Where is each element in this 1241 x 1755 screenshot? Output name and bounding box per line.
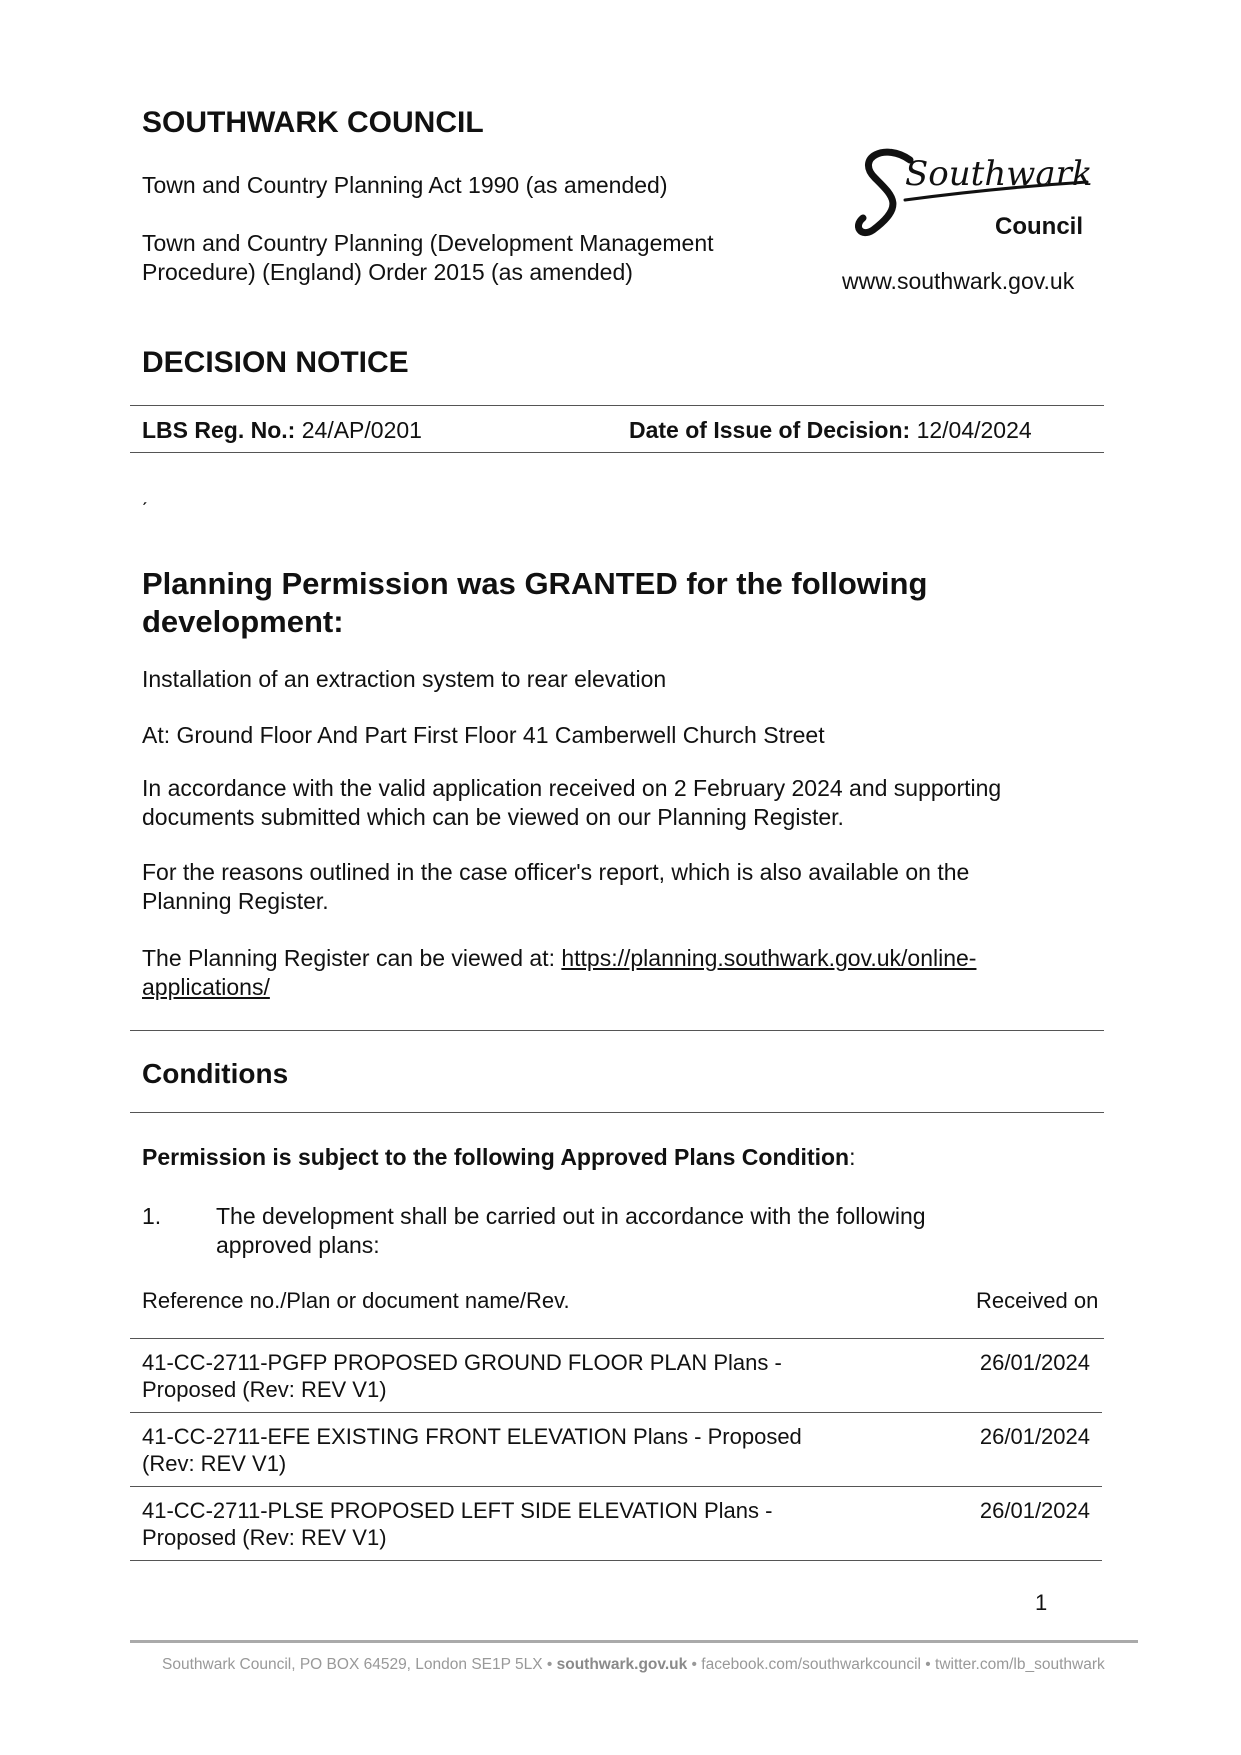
col-received-header: Received on [976, 1288, 1099, 1313]
plan-reference [130, 1339, 932, 1413]
plan-reference [130, 1413, 932, 1487]
council-name: SOUTHWARK COUNCIL [142, 106, 484, 139]
reg-label: LBS Reg. No.: [142, 417, 296, 443]
register-link[interactable]: https://planning.southwark.gov.uk/online- [561, 945, 977, 971]
register-link-continued[interactable]: applications/ [142, 974, 270, 1000]
footer-twitter[interactable]: twitter.com/lb_southwark [935, 1656, 1105, 1673]
footer-facebook[interactable]: facebook.com/southwarkcouncil [701, 1656, 921, 1673]
plan-reference-line2: Proposed (Rev: REV V1) [142, 1377, 387, 1402]
grant-heading-line1: Planning Permission was GRANTED for the following [142, 566, 928, 601]
col-reference-header: Reference no./Plan or document name/Rev. [142, 1288, 570, 1313]
procedure-order-line2: Procedure) (England) Order 2015 (as amended) [142, 259, 633, 285]
grant-heading-line2: development: [142, 604, 344, 639]
accordance-paragraph [142, 774, 1001, 832]
divider [130, 452, 1104, 453]
plan-reference-line1: 41-CC-2711-PLSE PROPOSED LEFT SIDE ELEVATION Plans - [142, 1498, 773, 1523]
plan-row [130, 1339, 1102, 1413]
register-paragraph [142, 944, 976, 1002]
accordance-line1: In accordance with the valid application received on 2 February 2024 and supporting [142, 775, 1002, 801]
date-value: 12/04/2024 [916, 417, 1032, 443]
footer-site[interactable]: southwark.gov.uk [556, 1656, 688, 1673]
footer-contact [162, 1656, 1105, 1674]
plan-received-date: 26/01/2024 [979, 1498, 1090, 1523]
plans-table-body [130, 1339, 1102, 1561]
conditions-heading: Conditions [142, 1058, 289, 1089]
logo-swash [858, 152, 910, 232]
condition-number: 1. [142, 1203, 162, 1229]
divider [130, 1338, 1104, 1339]
site-address: At: Ground Floor And Part First Floor 41 Camberwell Church Street [142, 722, 825, 748]
condition-text-line1: The development shall be carried out in accordance with the following [216, 1203, 926, 1229]
date-label: Date of Issue of Decision: [629, 417, 911, 443]
plan-reference-line1: 41-CC-2711-EFE EXISTING FRONT ELEVATION Plans - Proposed [142, 1424, 802, 1449]
development-description: Installation of an extraction system to rear elevation [142, 666, 667, 692]
accordance-line2: documents submitted which can be viewed on our Planning Register. [142, 804, 844, 830]
plan-reference-line1: 41-CC-2711-PGFP PROPOSED GROUND FLOOR PLAN Plans - [142, 1350, 782, 1375]
divider [130, 1112, 1104, 1113]
plan-received-date: 26/01/2024 [979, 1424, 1090, 1449]
logo-council: Council [995, 213, 1083, 240]
issue-date [629, 416, 1032, 445]
register-text: The Planning Register can be viewed at: [142, 945, 562, 971]
plan-received-date: 26/01/2024 [979, 1350, 1090, 1375]
conditions-subheading-text: Permission is subject to the following Approved Plans Condition [142, 1144, 850, 1170]
reasons-line2: Planning Register. [142, 888, 329, 914]
notice-title: DECISION NOTICE [142, 346, 409, 379]
reg-number [142, 416, 422, 445]
reasons-paragraph [142, 858, 969, 916]
footer-address: Southwark Council, PO BOX 64529, London SE1P 5LX [162, 1656, 543, 1673]
divider [130, 1030, 1104, 1031]
footer-rule [130, 1640, 1138, 1643]
reasons-line1: For the reasons outlined in the case officer's report, which is also available on the [142, 859, 970, 885]
stray-mark: ˏ [141, 484, 148, 506]
plan-row [130, 1487, 1102, 1561]
conditions-subheading-colon: : [849, 1144, 856, 1170]
footer-sep: • [687, 1656, 702, 1673]
grant-heading [142, 565, 927, 641]
plan-reference-line2: Proposed (Rev: REV V1) [142, 1525, 387, 1550]
act-1990: Town and Country Planning Act 1990 (as amended) [142, 172, 668, 198]
footer-sep: • [542, 1656, 557, 1673]
condition-text-line2: approved plans: [216, 1232, 380, 1258]
website-url[interactable]: www.southwark.gov.uk [842, 268, 1075, 294]
reg-value: 24/AP/0201 [301, 417, 422, 443]
divider [130, 405, 1104, 406]
condition-text [216, 1202, 926, 1260]
conditions-subheading [142, 1144, 855, 1171]
southwark-council-logo [855, 130, 1105, 245]
plans-table [130, 1338, 1104, 1561]
plan-reference [130, 1487, 932, 1561]
footer-sep: • [921, 1656, 936, 1673]
procedure-order-line1: Town and Country Planning (Development Management [142, 230, 714, 256]
plan-reference-line2: (Rev: REV V1) [142, 1451, 287, 1476]
page-number: 1 [1035, 1590, 1048, 1615]
plan-row [130, 1413, 1102, 1487]
logo-word: Southwark [905, 154, 1093, 194]
